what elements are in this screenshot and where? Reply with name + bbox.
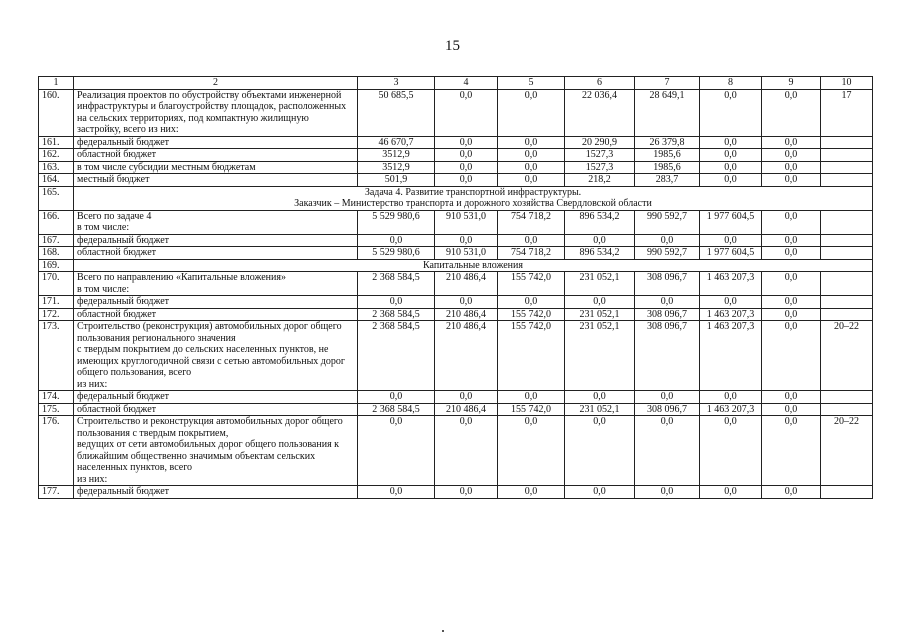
table-row bbox=[39, 308, 873, 321]
amount-cell: 0,0 bbox=[635, 416, 700, 486]
amount-cell: 1 463 207,3 bbox=[700, 272, 762, 296]
row-number: 167. bbox=[39, 234, 74, 247]
column-header: 10 bbox=[821, 77, 873, 90]
amount-cell: 1985,6 bbox=[635, 149, 700, 162]
reference-cell bbox=[821, 272, 873, 296]
amount-cell: 231 052,1 bbox=[565, 308, 635, 321]
amount-cell: 0,0 bbox=[358, 234, 435, 247]
amount-cell: 308 096,7 bbox=[635, 308, 700, 321]
reference-cell bbox=[821, 308, 873, 321]
row-number: 172. bbox=[39, 308, 74, 321]
column-header: 9 bbox=[762, 77, 821, 90]
reference-cell bbox=[821, 403, 873, 416]
row-number: 161. bbox=[39, 136, 74, 149]
amount-cell: 990 592,7 bbox=[635, 210, 700, 234]
row-name: областной бюджет bbox=[74, 247, 358, 260]
amount-cell: 896 534,2 bbox=[565, 210, 635, 234]
amount-cell: 0,0 bbox=[435, 136, 498, 149]
amount-cell: 0,0 bbox=[762, 234, 821, 247]
column-header: 5 bbox=[498, 77, 565, 90]
amount-cell: 308 096,7 bbox=[635, 272, 700, 296]
amount-cell: 0,0 bbox=[762, 391, 821, 404]
reference-cell: 20–22 bbox=[821, 321, 873, 391]
table-row bbox=[39, 247, 873, 260]
table-row bbox=[39, 210, 873, 234]
reference-cell bbox=[821, 161, 873, 174]
amount-cell: 0,0 bbox=[762, 136, 821, 149]
amount-cell: 0,0 bbox=[358, 296, 435, 309]
amount-cell: 1 977 604,5 bbox=[700, 210, 762, 234]
reference-cell bbox=[821, 149, 873, 162]
amount-cell: 0,0 bbox=[358, 391, 435, 404]
amount-cell: 0,0 bbox=[700, 136, 762, 149]
row-number: 164. bbox=[39, 174, 74, 187]
row-name: Реализация проектов по обустройству объектами инженерной инфраструктуры и благоустройству площадок, расположенных на сельских территориях, под компактную жилищную застройку, всего из них: bbox=[74, 89, 358, 136]
amount-cell: 155 742,0 bbox=[498, 403, 565, 416]
row-name: федеральный бюджет bbox=[74, 136, 358, 149]
amount-cell: 0,0 bbox=[762, 174, 821, 187]
amount-cell: 1527,3 bbox=[565, 149, 635, 162]
amount-cell: 210 486,4 bbox=[435, 308, 498, 321]
amount-cell: 0,0 bbox=[565, 296, 635, 309]
column-header: 6 bbox=[565, 77, 635, 90]
amount-cell: 910 531,0 bbox=[435, 247, 498, 260]
amount-cell: 283,7 bbox=[635, 174, 700, 187]
column-header: 7 bbox=[635, 77, 700, 90]
amount-cell: 0,0 bbox=[762, 161, 821, 174]
table-row bbox=[39, 89, 873, 136]
amount-cell: 0,0 bbox=[762, 296, 821, 309]
row-number: 170. bbox=[39, 272, 74, 296]
amount-cell: 0,0 bbox=[635, 296, 700, 309]
row-number: 165. bbox=[39, 186, 74, 210]
row-name: Строительство (реконструкция) автомобильных дорог общего пользования регионального значения с твердым покрытием до сельских населенных пунктов, не имеющих круглогодичной связи с сетью автомобильных дорог общего пользования, всего из них: bbox=[74, 321, 358, 391]
amount-cell: 0,0 bbox=[565, 391, 635, 404]
row-number: 162. bbox=[39, 149, 74, 162]
amount-cell: 0,0 bbox=[498, 486, 565, 499]
amount-cell: 0,0 bbox=[565, 234, 635, 247]
header-row bbox=[39, 77, 873, 90]
column-header: 2 bbox=[74, 77, 358, 90]
amount-cell: 0,0 bbox=[498, 391, 565, 404]
amount-cell: 0,0 bbox=[565, 416, 635, 486]
reference-cell bbox=[821, 234, 873, 247]
amount-cell: 0,0 bbox=[635, 391, 700, 404]
amount-cell: 0,0 bbox=[435, 174, 498, 187]
amount-cell: 1 977 604,5 bbox=[700, 247, 762, 260]
row-name: федеральный бюджет bbox=[74, 486, 358, 499]
row-name: Всего по задаче 4 в том числе: bbox=[74, 210, 358, 234]
row-number: 169. bbox=[39, 259, 74, 272]
reference-cell: 17 bbox=[821, 89, 873, 136]
amount-cell: 0,0 bbox=[762, 416, 821, 486]
amount-cell: 0,0 bbox=[435, 161, 498, 174]
table-row bbox=[39, 416, 873, 486]
amount-cell: 0,0 bbox=[498, 149, 565, 162]
amount-cell: 0,0 bbox=[700, 234, 762, 247]
amount-cell: 990 592,7 bbox=[635, 247, 700, 260]
amount-cell: 1 463 207,3 bbox=[700, 403, 762, 416]
amount-cell: 1 463 207,3 bbox=[700, 308, 762, 321]
row-number: 175. bbox=[39, 403, 74, 416]
amount-cell: 0,0 bbox=[498, 416, 565, 486]
table-row bbox=[39, 136, 873, 149]
row-number: 177. bbox=[39, 486, 74, 499]
amount-cell: 0,0 bbox=[635, 234, 700, 247]
amount-cell: 0,0 bbox=[498, 234, 565, 247]
row-name: в том числе субсидии местным бюджетам bbox=[74, 161, 358, 174]
amount-cell: 754 718,2 bbox=[498, 210, 565, 234]
amount-cell: 0,0 bbox=[700, 89, 762, 136]
table-row bbox=[39, 149, 873, 162]
amount-cell: 2 368 584,5 bbox=[358, 272, 435, 296]
amount-cell: 0,0 bbox=[700, 149, 762, 162]
amount-cell: 0,0 bbox=[435, 486, 498, 499]
row-name: областной бюджет bbox=[74, 149, 358, 162]
amount-cell: 0,0 bbox=[762, 89, 821, 136]
amount-cell: 0,0 bbox=[700, 161, 762, 174]
reference-cell bbox=[821, 136, 873, 149]
amount-cell: 0,0 bbox=[762, 308, 821, 321]
row-name: федеральный бюджет bbox=[74, 296, 358, 309]
amount-cell: 0,0 bbox=[435, 391, 498, 404]
amount-cell: 2 368 584,5 bbox=[358, 308, 435, 321]
amount-cell: 501,9 bbox=[358, 174, 435, 187]
amount-cell: 0,0 bbox=[762, 403, 821, 416]
amount-cell: 231 052,1 bbox=[565, 321, 635, 391]
row-number: 163. bbox=[39, 161, 74, 174]
row-number: 173. bbox=[39, 321, 74, 391]
table-row bbox=[39, 403, 873, 416]
table-row bbox=[39, 234, 873, 247]
amount-cell: 210 486,4 bbox=[435, 403, 498, 416]
amount-cell: 0,0 bbox=[498, 296, 565, 309]
page-number: 15 bbox=[445, 38, 460, 54]
table-row bbox=[39, 259, 873, 272]
row-name: федеральный бюджет bbox=[74, 234, 358, 247]
reference-cell: 20–22 bbox=[821, 416, 873, 486]
amount-cell: 2 368 584,5 bbox=[358, 403, 435, 416]
reference-cell bbox=[821, 296, 873, 309]
reference-cell bbox=[821, 174, 873, 187]
amount-cell: 20 290,9 bbox=[565, 136, 635, 149]
amount-cell: 0,0 bbox=[762, 321, 821, 391]
amount-cell: 0,0 bbox=[762, 247, 821, 260]
amount-cell: 0,0 bbox=[435, 416, 498, 486]
amount-cell: 26 379,8 bbox=[635, 136, 700, 149]
amount-cell: 910 531,0 bbox=[435, 210, 498, 234]
row-name: местный бюджет bbox=[74, 174, 358, 187]
amount-cell: 0,0 bbox=[498, 89, 565, 136]
amount-cell: 155 742,0 bbox=[498, 321, 565, 391]
table-body bbox=[39, 77, 873, 499]
amount-cell: 3512,9 bbox=[358, 149, 435, 162]
column-header: 8 bbox=[700, 77, 762, 90]
row-number: 166. bbox=[39, 210, 74, 234]
table-row bbox=[39, 174, 873, 187]
row-number: 174. bbox=[39, 391, 74, 404]
table-row bbox=[39, 186, 873, 210]
amount-cell: 0,0 bbox=[358, 486, 435, 499]
reference-cell bbox=[821, 391, 873, 404]
amount-cell: 0,0 bbox=[700, 486, 762, 499]
section-heading: Капитальные вложения bbox=[74, 259, 873, 272]
amount-cell: 5 529 980,6 bbox=[358, 210, 435, 234]
amount-cell: 308 096,7 bbox=[635, 403, 700, 416]
amount-cell: 308 096,7 bbox=[635, 321, 700, 391]
amount-cell: 231 052,1 bbox=[565, 272, 635, 296]
amount-cell: 3512,9 bbox=[358, 161, 435, 174]
amount-cell: 5 529 980,6 bbox=[358, 247, 435, 260]
row-name: Всего по направлению «Капитальные вложения» в том числе: bbox=[74, 272, 358, 296]
amount-cell: 1527,3 bbox=[565, 161, 635, 174]
reference-cell bbox=[821, 247, 873, 260]
row-name: областной бюджет bbox=[74, 308, 358, 321]
section-heading: Задача 4. Развитие транспортной инфраструктуры. Заказчик – Министерство транспорта и дорожного хозяйства Свердловской области bbox=[74, 186, 873, 210]
amount-cell: 155 742,0 bbox=[498, 308, 565, 321]
amount-cell: 754 718,2 bbox=[498, 247, 565, 260]
row-number: 160. bbox=[39, 89, 74, 136]
amount-cell: 0,0 bbox=[435, 89, 498, 136]
amount-cell: 896 534,2 bbox=[565, 247, 635, 260]
reference-cell bbox=[821, 210, 873, 234]
row-number: 168. bbox=[39, 247, 74, 260]
amount-cell: 231 052,1 bbox=[565, 403, 635, 416]
amount-cell: 0,0 bbox=[635, 486, 700, 499]
row-name: федеральный бюджет bbox=[74, 391, 358, 404]
table-row bbox=[39, 321, 873, 391]
amount-cell: 0,0 bbox=[498, 136, 565, 149]
amount-cell: 22 036,4 bbox=[565, 89, 635, 136]
amount-cell: 0,0 bbox=[498, 161, 565, 174]
amount-cell: 0,0 bbox=[700, 296, 762, 309]
amount-cell: 0,0 bbox=[435, 234, 498, 247]
amount-cell: 0,0 bbox=[435, 296, 498, 309]
amount-cell: 28 649,1 bbox=[635, 89, 700, 136]
amount-cell: 0,0 bbox=[565, 486, 635, 499]
row-number: 176. bbox=[39, 416, 74, 486]
scan-speck bbox=[442, 630, 444, 632]
column-header: 3 bbox=[358, 77, 435, 90]
amount-cell: 50 685,5 bbox=[358, 89, 435, 136]
amount-cell: 210 486,4 bbox=[435, 272, 498, 296]
amount-cell: 0,0 bbox=[498, 174, 565, 187]
row-name: Строительство и реконструкция автомобильных дорог общего пользования с твердым покрытием, ведущих от сети автомобильных дорог общего пользования к ближайшим общественно значимым объектам сельских населенных пунктов, всего из них: bbox=[74, 416, 358, 486]
table-row bbox=[39, 296, 873, 309]
table-row bbox=[39, 486, 873, 499]
amount-cell: 0,0 bbox=[700, 416, 762, 486]
table-row bbox=[39, 161, 873, 174]
amount-cell: 0,0 bbox=[358, 416, 435, 486]
amount-cell: 1985,6 bbox=[635, 161, 700, 174]
amount-cell: 155 742,0 bbox=[498, 272, 565, 296]
amount-cell: 0,0 bbox=[700, 174, 762, 187]
row-number: 171. bbox=[39, 296, 74, 309]
row-name: областной бюджет bbox=[74, 403, 358, 416]
amount-cell: 2 368 584,5 bbox=[358, 321, 435, 391]
amount-cell: 0,0 bbox=[762, 486, 821, 499]
amount-cell: 0,0 bbox=[762, 272, 821, 296]
reference-cell bbox=[821, 486, 873, 499]
amount-cell: 218,2 bbox=[565, 174, 635, 187]
amount-cell: 0,0 bbox=[700, 391, 762, 404]
table-row bbox=[39, 391, 873, 404]
amount-cell: 210 486,4 bbox=[435, 321, 498, 391]
amount-cell: 0,0 bbox=[762, 149, 821, 162]
column-header: 4 bbox=[435, 77, 498, 90]
amount-cell: 46 670,7 bbox=[358, 136, 435, 149]
amount-cell: 1 463 207,3 bbox=[700, 321, 762, 391]
amount-cell: 0,0 bbox=[762, 210, 821, 234]
budget-table bbox=[38, 76, 873, 499]
table-row bbox=[39, 272, 873, 296]
amount-cell: 0,0 bbox=[435, 149, 498, 162]
column-header: 1 bbox=[39, 77, 74, 90]
